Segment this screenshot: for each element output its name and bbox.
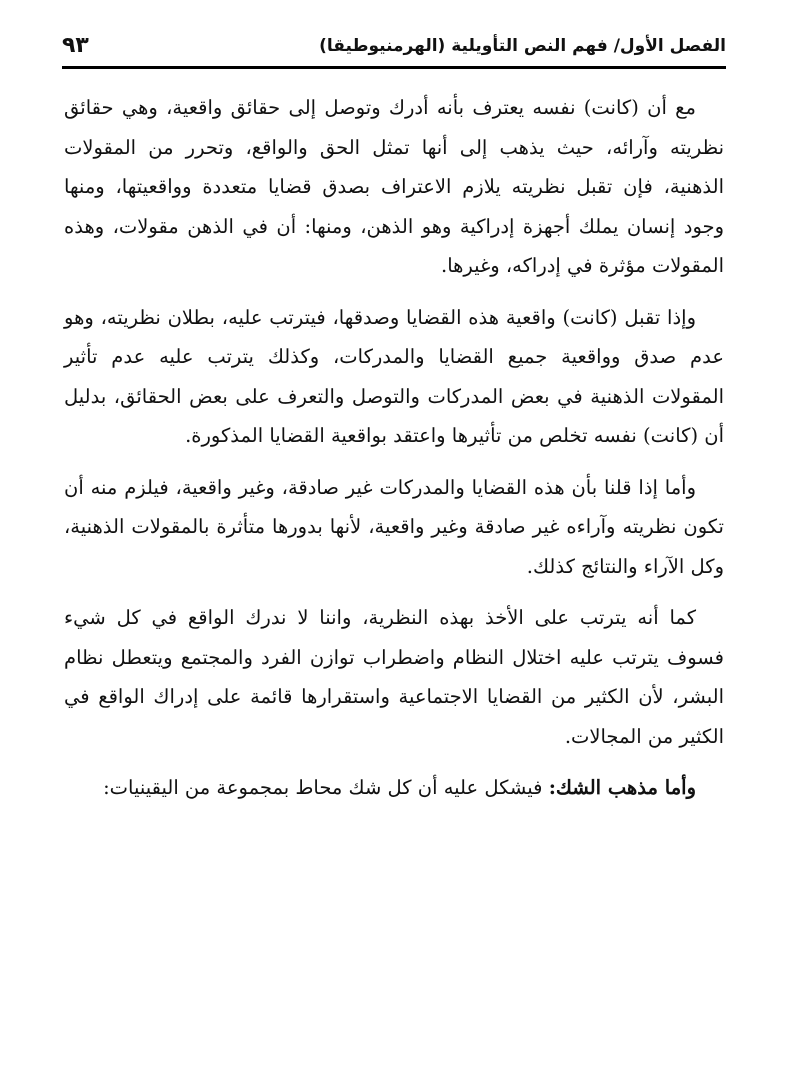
paragraph-kant-acceptance: وإذا تقبل (كانت) واقعية هذه القضايا وصدقها، فيترتب عليه، بطلان نظريته، وهو عدم صدق وواقعية جميع القضايا والمدركات، وكذلك يترتب عليه عدم تأثير المقولات الذهنية في بعض المدركات والتوصل والتعرف على بعض الحقائق، بدليل أن (كانت) نفسه تخلص من تأثيرها واعتقد بواقعية القضايا المذكورة. xyxy=(64,305,724,447)
page-number: ٩٣ xyxy=(62,33,89,58)
paragraph-social-consequences: كما أنه يترتب على الأخذ بهذه النظرية، واننا لا ندرك الواقع في كل شيء فسوف يترتب عليه اختلال النظام واضطراب توازن الفرد والمجتمع ويتعطل نظام البشر، لأن الكثير من القضايا الاجتماعية واستقرارها قائمة على إدراك الواقع في الكثير من المجالات. xyxy=(64,606,724,748)
chapter-title: الفصل الأول/ فهم النص التأويلية (الهرمنيوطيقا) xyxy=(319,36,726,56)
header-divider xyxy=(62,66,726,69)
paragraph-skepticism xyxy=(64,768,724,808)
running-header xyxy=(62,30,726,64)
body-text xyxy=(64,88,724,820)
paragraph-kant-admission: مع أن (كانت) نفسه يعترف بأنه أدرك وتوصل إلى حقائق واقعية، وهي حقائق نظريته وآرائه، حيث يذهب إلى أنها تمثل الحق والواقع، وتحرر من المقولات الذهنية، فإن تقبل نظريته يلازم الاعتراف بصدق قضايا متعددة وواقعيتها، ومنها وجود إنسان يملك أجهزة إدراكية وهو الذهن، ومنها: أن في الذهن مقولات، وهذه المقولات مؤثرة في إدراكه، وغيرها. xyxy=(64,96,724,277)
skepticism-heading: وأما مذهب الشك: xyxy=(548,776,696,799)
paragraph-false-propositions: وأما إذا قلنا بأن هذه القضايا والمدركات غير صادقة، وغير واقعية، فيلزم منه أن تكون نظريته وآراءه غير صادقة وغير واقعية، لأنها بدورها متأثرة بالمقولات الذهنية، وكل الآراء والنتائج كذلك. xyxy=(64,475,724,578)
skepticism-text: فيشكل عليه أن كل شك محاط بمجموعة من اليقينيات: xyxy=(103,776,549,799)
